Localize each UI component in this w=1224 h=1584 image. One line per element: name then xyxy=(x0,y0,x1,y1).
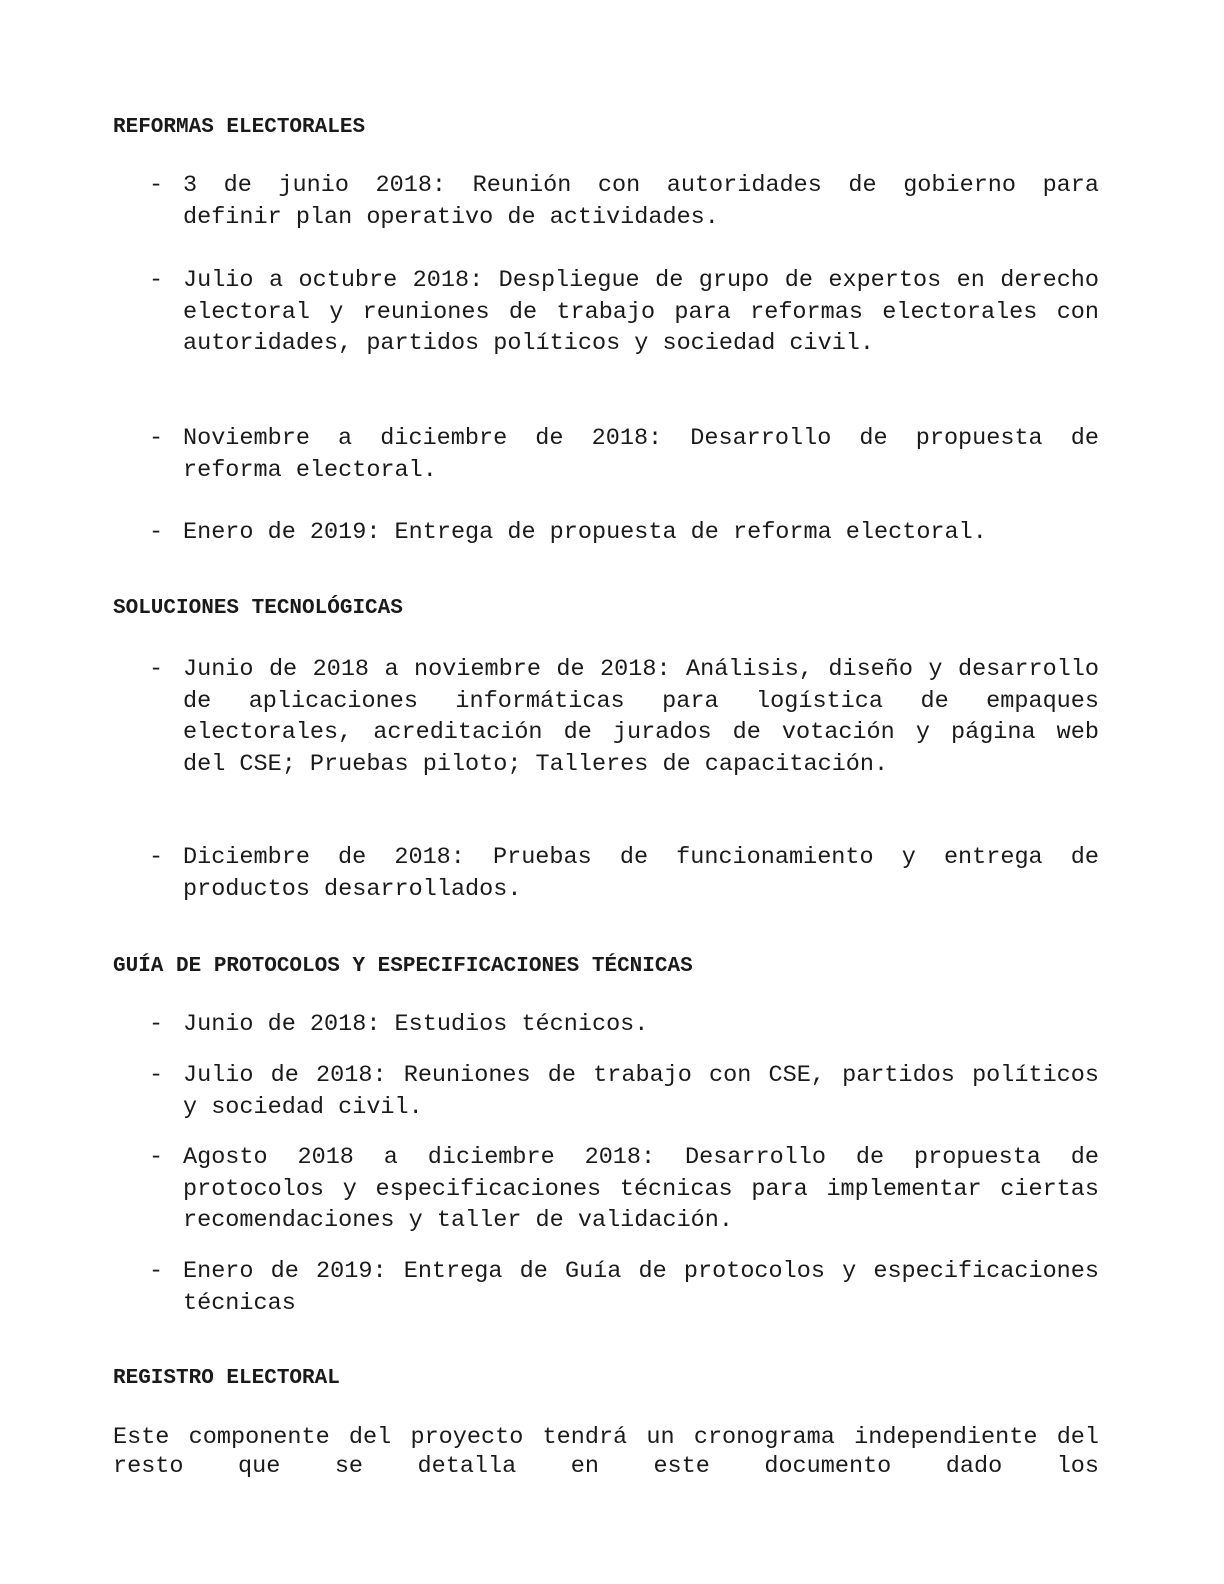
list-item-text: 3 de junio 2018: Reunión con autoridades de gobierno para definir plan operativo de actividades. xyxy=(183,172,1099,231)
list-item-text: Agosto 2018 a diciembre 2018: Desarrollo de propuesta de protocolos y especificaciones técnicas para implementar ciertas recomendaciones y taller de validación. xyxy=(183,1144,1099,1234)
list-item xyxy=(149,517,1099,549)
list-item xyxy=(149,265,1099,360)
list-item xyxy=(149,170,1099,233)
list-item-text: Julio de 2018: Reuniones de trabajo con CSE, partidos políticos y sociedad civil. xyxy=(183,1062,1099,1121)
list-item xyxy=(149,842,1099,905)
section-heading-guia: GUÍA DE PROTOCOLOS Y ESPECIFICACIONES TÉCNICAS xyxy=(113,955,693,978)
bullet-dash: - xyxy=(149,1144,164,1171)
list-item xyxy=(149,1060,1099,1123)
bullet-dash: - xyxy=(149,844,164,871)
list-item-text: Enero de 2019: Entrega de propuesta de reforma electoral. xyxy=(183,519,987,546)
list-item-text: Diciembre de 2018: Pruebas de funcionamiento y entrega de productos desarrollados. xyxy=(183,844,1099,903)
bullet-dash: - xyxy=(149,1062,164,1089)
list-item xyxy=(149,654,1099,780)
list-item-text: Noviembre a diciembre de 2018: Desarrollo de propuesta de reforma electoral. xyxy=(183,425,1099,484)
section-heading-soluciones: SOLUCIONES TECNOLÓGICAS xyxy=(113,597,403,620)
list-item xyxy=(149,423,1099,486)
bullet-dash: - xyxy=(149,1258,164,1285)
body-paragraph: Este componente del proyecto tendrá un cronograma independiente del resto que se detalla en este documento dado los xyxy=(113,1424,1099,1480)
list-item-text: Julio a octubre 2018: Despliegue de grupo de expertos en derecho electoral y reuniones de trabajo para reformas electorales con autoridades, partidos políticos y sociedad civil. xyxy=(183,267,1099,357)
bullet-dash: - xyxy=(149,172,164,199)
bullet-dash: - xyxy=(149,425,164,452)
bullet-dash: - xyxy=(149,519,164,546)
section-heading-registro: REGISTRO ELECTORAL xyxy=(113,1367,340,1390)
bullet-dash: - xyxy=(149,267,164,294)
section-heading-reformas: REFORMAS ELECTORALES xyxy=(113,116,366,139)
list-item xyxy=(149,1142,1099,1237)
list-item xyxy=(149,1009,1099,1041)
list-item-text: Junio de 2018 a noviembre de 2018: Análisis, diseño y desarrollo de aplicaciones informáticas para logística de empaques electorales, acreditación de jurados de votación y página web del CSE; Pruebas piloto; Talleres de capacitación. xyxy=(183,656,1099,778)
list-item-text: Enero de 2019: Entrega de Guía de protocolos y especificaciones técnicas xyxy=(183,1258,1099,1317)
list-item-text: Junio de 2018: Estudios técnicos. xyxy=(183,1011,649,1038)
list-item xyxy=(149,1256,1099,1319)
bullet-dash: - xyxy=(149,1011,164,1038)
bullet-dash: - xyxy=(149,656,164,683)
